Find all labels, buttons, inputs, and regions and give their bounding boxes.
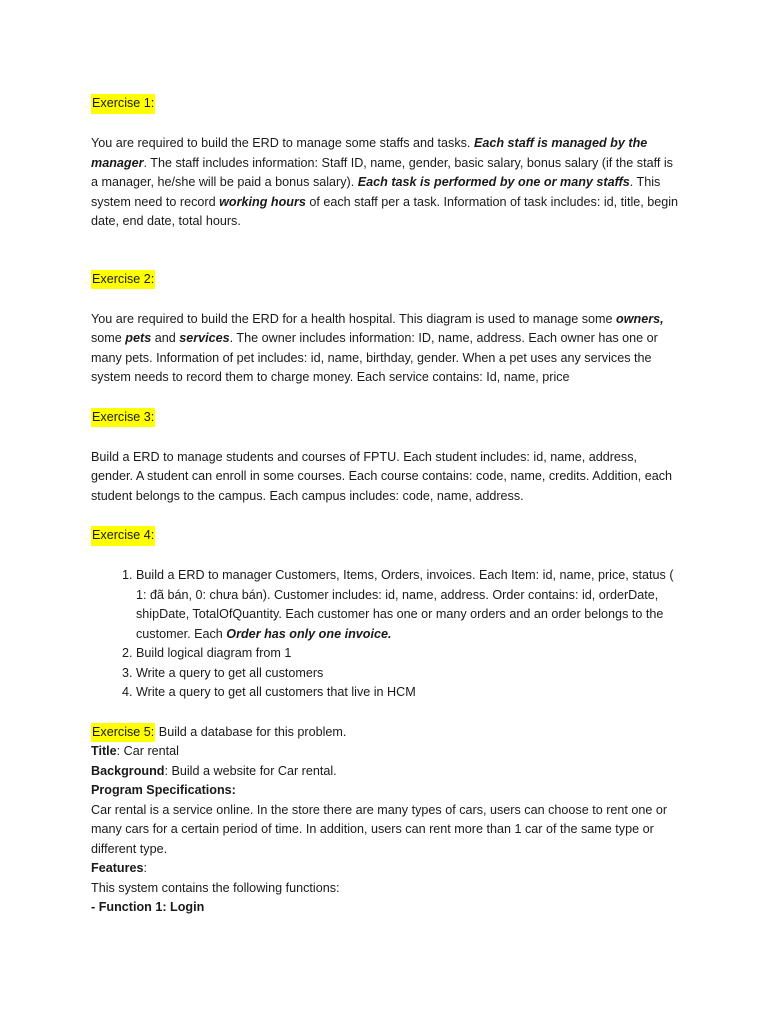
exercise-3-body: Build a ERD to manage students and courses of FPTU. Each student includes: id, name, address, gender. A student can enroll in some courses. Each course contains: code, name, credits. Addition, each student belongs to the campus. Each campus includes: code, name, address. — [91, 449, 673, 503]
exercise-4-item-4: 4. Write a query to get all customers that live in HCM — [136, 683, 681, 703]
exercise-5-specs-text: Car rental is a service online. In the store there are many types of cars, users can choose to rent one or many cars for a certain period of time. In addition, users can rent more than 1 car of the same type or different type. — [91, 802, 668, 856]
exercise-2-text-1: You are required to build the ERD for a health hospital. This diagram is used to manage some — [91, 311, 617, 326]
exercise-5-specs-heading: Program Specifications: — [91, 783, 236, 797]
exercise-2-text-3: and — [151, 331, 180, 345]
exercise-3-title: Exercise 3: — [91, 408, 155, 428]
exercise-1-text-3: . This system need to record — [91, 175, 661, 209]
exercise-1-emphasis-3: working hours — [219, 194, 306, 209]
exercise-1-heading — [91, 94, 681, 114]
exercise-4-list — [91, 566, 681, 703]
exercise-5-title-label: Title — [91, 744, 117, 758]
exercise-5-heading — [91, 723, 681, 743]
exercise-5-background-line — [91, 762, 681, 782]
exercise-2-text-2: some — [91, 331, 126, 345]
exercise-5-function-1-label: - Function 1: Login — [91, 900, 205, 914]
exercise-5-title-value: : Car rental — [116, 744, 179, 758]
exercise-1-title: Exercise 1: — [91, 94, 155, 114]
exercise-3-heading — [91, 408, 681, 428]
exercise-4-item-1 — [136, 566, 681, 644]
exercise-1-text-4: of each staff per a task. Information of task includes: id, title, begin date, end date, total hours. — [91, 194, 679, 228]
exercise-4-item-1-emphasis: Order has only one invoice. — [226, 626, 392, 641]
exercise-2-emphasis-2: pets — [125, 331, 152, 345]
document-page — [91, 94, 681, 918]
exercise-2-title: Exercise 2: — [91, 270, 155, 290]
exercise-5-function-1 — [91, 898, 681, 918]
exercise-4-item-2: 2. Build logical diagram from 1 — [136, 644, 681, 664]
exercise-2-text-4: . The owner includes information: ID, name, address. Each owner has one or many pets. Information of pet includes: id, name, birthday, gender. When a pet uses any services the system needs to record them to charge money. Each service contains: Id, name, price — [91, 331, 658, 384]
exercise-1-emphasis-1: Each staff is managed by the manager — [91, 136, 648, 170]
exercise-1-emphasis-2: Each task is performed by one or many staffs — [357, 175, 630, 189]
exercise-1-text-2: . The staff includes information: Staff ID, name, gender, basic salary, bonus salary (if the staff is a manager, he/she will be paid a bonus salary). — [91, 155, 673, 189]
exercise-2-emphasis-3: services — [179, 331, 230, 345]
exercise-2-body — [91, 310, 681, 388]
exercise-4-item-3: 3. Write a query to get all customers — [136, 664, 681, 684]
exercise-1-body — [91, 134, 681, 232]
exercise-5-functions-intro: This system contains the following functions: — [91, 880, 340, 895]
exercise-5-background-label: Background — [91, 763, 165, 778]
exercise-5-features-colon: : — [143, 861, 147, 875]
exercise-2-heading — [91, 270, 681, 290]
exercise-1-text-1: You are required to build the ERD to manage some staffs and tasks. — [91, 136, 474, 150]
exercise-5-title-line — [91, 742, 681, 762]
exercise-5-features-label: Features — [91, 861, 144, 875]
exercise-4-title: Exercise 4: — [91, 526, 155, 546]
exercise-5-specs-label — [91, 781, 681, 801]
exercise-4-item-1-text: Build a ERD to manager Customers, Items, Orders, invoices. Each Item: id, name, price, status ( 1: đã bán, 0: chưa bán). Customer includes: id, name, address. Order contains: id, orderDate, shipDate, TotalOfQuantity. Each customer has one or many orders and an order belongs to the customer. Each — [136, 568, 674, 641]
exercise-2-emphasis-1: owners, — [616, 311, 664, 326]
exercise-5-intro: Build a database for this problem. — [155, 724, 347, 739]
exercise-5-background-value: : Build a website for Car rental. — [164, 763, 337, 778]
exercise-5-title: Exercise 5: — [91, 723, 155, 743]
exercise-5-features-line — [91, 859, 681, 879]
exercise-4-heading — [91, 526, 681, 546]
